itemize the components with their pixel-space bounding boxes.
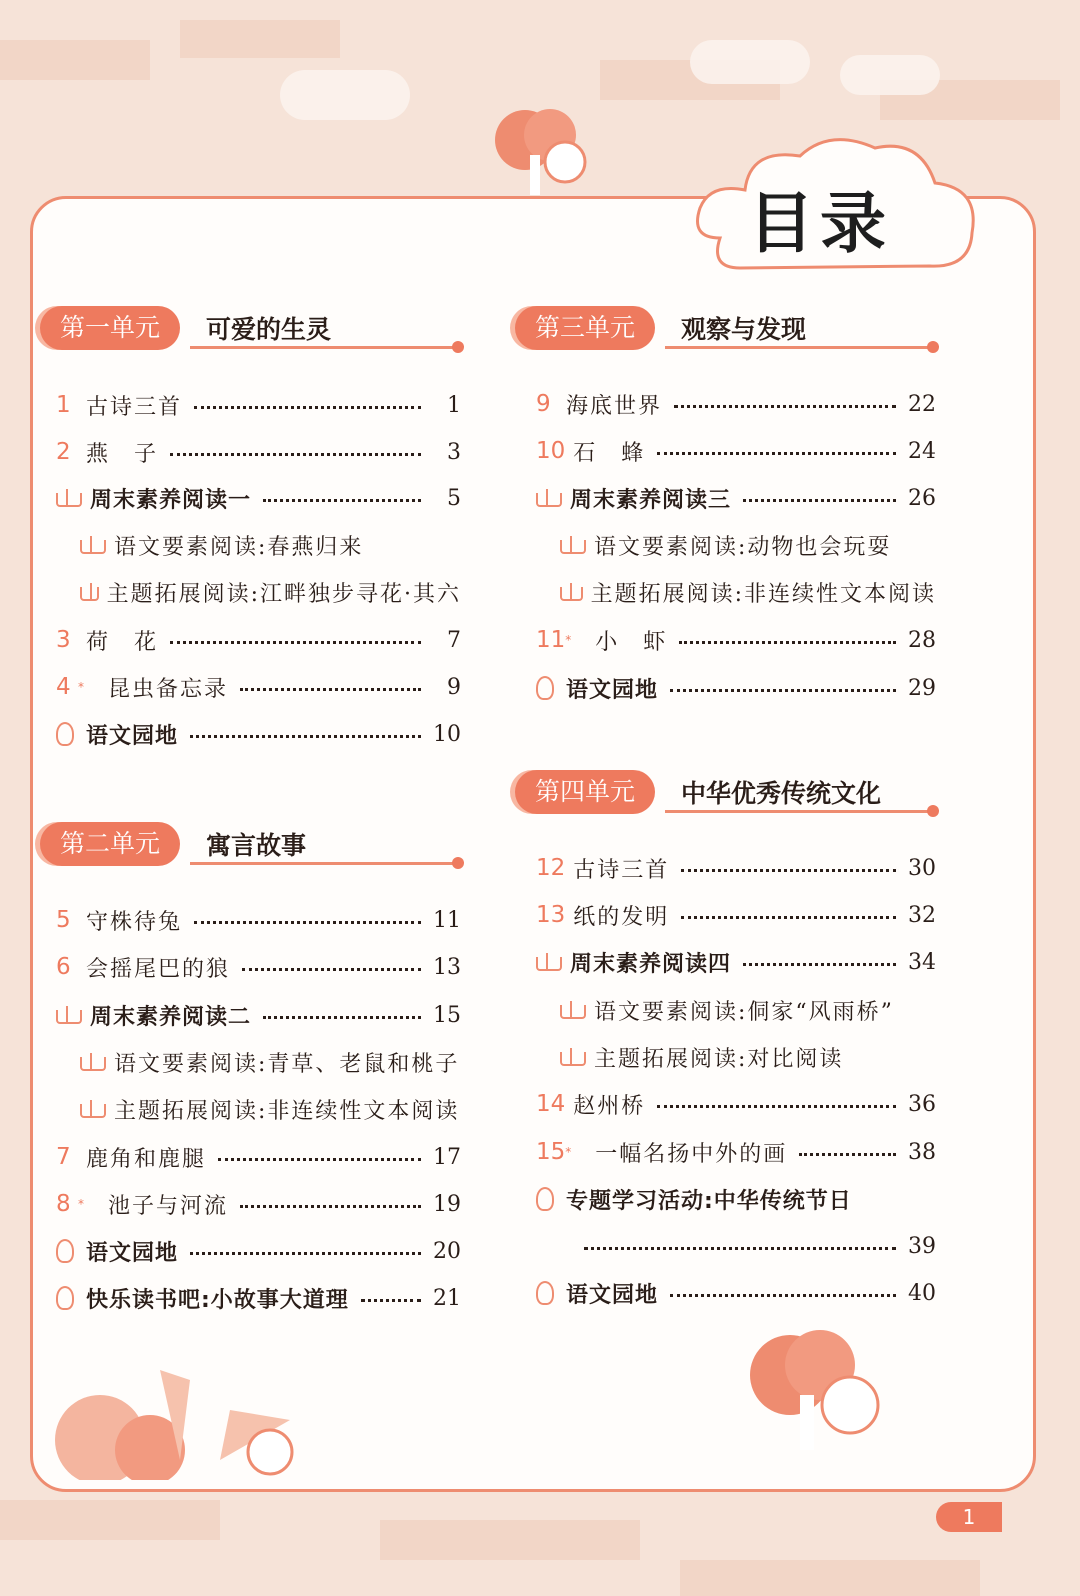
entry-title: 池子与河流 xyxy=(108,1193,229,1219)
toc-entry[interactable] xyxy=(536,1276,936,1310)
book-icon xyxy=(80,1104,106,1118)
entry-title: 小 虾 xyxy=(595,629,668,655)
dot-leader xyxy=(240,1205,421,1208)
entry-title: 语文要素阅读:青草、老鼠和桃子 xyxy=(114,1051,460,1077)
page-number: 19 xyxy=(433,1191,461,1217)
unit-dot xyxy=(452,341,464,353)
unit-tag: 第一单元 xyxy=(40,306,180,350)
lesson-number: 13 xyxy=(536,902,566,928)
optional-marker: * xyxy=(78,680,84,694)
book-icon xyxy=(536,957,562,971)
dot-leader xyxy=(242,968,421,971)
background-cloud xyxy=(690,40,810,84)
background-cloud xyxy=(840,55,940,95)
dot-leader xyxy=(190,735,421,738)
lightbulb-icon xyxy=(536,1281,554,1305)
optional-marker: * xyxy=(565,1145,572,1159)
book-icon xyxy=(56,493,82,507)
dot-leader xyxy=(743,963,896,966)
entry-title: 语文要素阅读:春燕归来 xyxy=(114,534,364,560)
page-number: 32 xyxy=(908,902,936,928)
toc-entry[interactable] xyxy=(56,481,461,515)
entry-title: 古诗三首 xyxy=(86,394,183,420)
page-number: 22 xyxy=(908,391,936,417)
toc-entry[interactable] xyxy=(80,1045,461,1079)
unit-title: 寓言故事 xyxy=(206,831,307,860)
tree-illustration xyxy=(480,100,610,200)
toc-entry[interactable] xyxy=(560,993,936,1027)
unit-tag: 第二单元 xyxy=(40,822,180,866)
dot-leader xyxy=(194,406,421,409)
unit-tag: 第三单元 xyxy=(515,306,655,350)
lightbulb-icon xyxy=(56,722,74,746)
optional-marker: * xyxy=(78,1197,84,1211)
toc-entry[interactable] xyxy=(56,950,461,984)
lesson-number: 1 xyxy=(56,392,71,418)
toc-entry[interactable] xyxy=(560,1040,936,1074)
dot-leader xyxy=(670,1294,896,1297)
unit-underline xyxy=(190,346,456,349)
toc-entry[interactable] xyxy=(536,1087,936,1121)
page-number: 39 xyxy=(908,1233,936,1259)
dot-leader xyxy=(799,1153,896,1156)
page-number: 11 xyxy=(433,907,461,933)
dot-leader xyxy=(679,641,896,644)
entry-title: 赵州桥 xyxy=(573,1093,646,1119)
dot-leader xyxy=(170,641,421,644)
unit-dot xyxy=(452,857,464,869)
page-number: 17 xyxy=(433,1144,461,1170)
lesson-number: 8 xyxy=(56,1191,71,1217)
unit-title: 可爱的生灵 xyxy=(206,315,332,344)
dot-leader xyxy=(657,1105,896,1108)
lesson-number: 9 xyxy=(536,391,551,417)
entry-title: 周末素养阅读四 xyxy=(570,951,732,977)
unit-underline xyxy=(665,810,931,813)
dot-leader xyxy=(670,689,896,692)
entry-title: 燕 子 xyxy=(86,441,159,467)
toc-entry[interactable] xyxy=(536,1135,936,1169)
toc-entry[interactable] xyxy=(56,1140,461,1174)
dot-leader xyxy=(743,499,896,502)
tree-illustration xyxy=(735,1320,895,1460)
entry-title: 周末素养阅读一 xyxy=(90,487,252,513)
toc-entry[interactable] xyxy=(536,898,936,932)
toc-entry[interactable] xyxy=(56,435,461,469)
dot-leader xyxy=(657,452,896,455)
page-number: 30 xyxy=(908,855,936,881)
optional-marker: * xyxy=(565,633,572,647)
page-number: 13 xyxy=(433,954,461,980)
toc-entry[interactable] xyxy=(56,717,461,751)
dot-leader xyxy=(190,1252,421,1255)
lightbulb-icon xyxy=(536,1187,554,1211)
unit-dot xyxy=(927,341,939,353)
lesson-number: 5 xyxy=(56,907,71,933)
book-icon xyxy=(560,1052,586,1066)
toc-entry[interactable] xyxy=(560,575,936,609)
toc-entry[interactable] xyxy=(560,528,936,562)
page-number: 38 xyxy=(908,1139,936,1165)
page-number: 3 xyxy=(447,439,461,465)
lightbulb-icon xyxy=(56,1286,74,1310)
toc-entry[interactable] xyxy=(536,945,936,979)
unit-dot xyxy=(927,805,939,817)
toc-entry[interactable] xyxy=(56,388,461,422)
page-number: 7 xyxy=(447,627,461,653)
entry-title: 会摇尾巴的狼 xyxy=(86,956,231,982)
page-number: 26 xyxy=(908,485,936,511)
dot-leader xyxy=(674,405,896,408)
page-title: 目录 xyxy=(748,185,892,262)
entry-title: 语文要素阅读:侗家“风雨桥” xyxy=(594,999,894,1025)
lesson-number: 11 xyxy=(536,627,566,653)
entry-title: 语文园地 xyxy=(86,1240,179,1266)
page-number: 10 xyxy=(433,721,461,747)
book-icon xyxy=(80,540,106,554)
unit-header-4 xyxy=(515,770,937,818)
entry-title: 快乐读书吧:小故事大道理 xyxy=(86,1287,349,1313)
toc-entry[interactable] xyxy=(536,434,936,468)
lesson-number: 4 xyxy=(56,674,71,700)
toc-entry[interactable] xyxy=(56,1281,461,1315)
dot-leader xyxy=(584,1247,896,1250)
toc-entry[interactable] xyxy=(56,623,461,657)
lesson-number: 2 xyxy=(56,439,71,465)
unit-header-1 xyxy=(40,306,462,354)
page-number: 9 xyxy=(447,674,461,700)
dot-leader xyxy=(681,916,896,919)
dot-leader xyxy=(361,1299,421,1302)
entry-title: 海底世界 xyxy=(566,393,663,419)
entry-title: 语文园地 xyxy=(86,723,179,749)
book-icon xyxy=(56,1010,82,1024)
page-number: 15 xyxy=(433,1002,461,1028)
dot-leader xyxy=(263,1016,421,1019)
entry-title: 语文要素阅读:动物也会玩耍 xyxy=(594,534,892,560)
unit-underline xyxy=(190,862,456,865)
toc-entry[interactable] xyxy=(536,387,936,421)
book-icon xyxy=(560,587,583,601)
page-number: 29 xyxy=(908,675,936,701)
book-icon xyxy=(80,1057,106,1071)
lightbulb-icon xyxy=(56,1239,74,1263)
lesson-number: 7 xyxy=(56,1144,71,1170)
toc-entry[interactable] xyxy=(536,671,936,705)
plant-illustration xyxy=(30,1340,350,1480)
toc-entry[interactable] xyxy=(56,1187,461,1221)
entry-title: 古诗三首 xyxy=(573,857,670,883)
entry-title: 守株待兔 xyxy=(86,909,183,935)
lesson-number: 3 xyxy=(56,627,71,653)
page-number: 5 xyxy=(447,485,461,511)
unit-underline xyxy=(665,346,931,349)
toc-entry[interactable] xyxy=(80,1092,461,1126)
lesson-number: 14 xyxy=(536,1091,566,1117)
entry-title: 荷 花 xyxy=(86,629,159,655)
book-icon xyxy=(536,493,562,507)
entry-title: 周末素养阅读二 xyxy=(90,1004,252,1030)
unit-title: 观察与发现 xyxy=(681,315,807,344)
page-number: 1 xyxy=(447,392,461,418)
lesson-number: 15 xyxy=(536,1139,566,1165)
page-number: 40 xyxy=(908,1280,936,1306)
unit-title: 中华优秀传统文化 xyxy=(681,779,882,808)
lesson-number: 12 xyxy=(536,855,566,881)
entry-title: 语文园地 xyxy=(566,1282,659,1308)
page-number: 21 xyxy=(433,1285,461,1311)
page-number: 20 xyxy=(433,1238,461,1264)
entry-title: 石 蜂 xyxy=(573,440,646,466)
lesson-number: 6 xyxy=(56,954,71,980)
toc-entry[interactable] xyxy=(536,481,936,515)
dot-leader xyxy=(263,499,421,502)
background-cloud xyxy=(280,70,410,120)
page-number: 24 xyxy=(908,438,936,464)
dot-leader xyxy=(681,869,896,872)
entry-title: 主题拓展阅读:江畔独步寻花·其六 xyxy=(106,581,461,607)
page-number: 28 xyxy=(908,627,936,653)
toc-entry[interactable] xyxy=(56,903,461,937)
toc-entry[interactable] xyxy=(536,1182,936,1216)
dot-leader xyxy=(240,688,421,691)
entry-title: 纸的发明 xyxy=(573,904,670,930)
entry-title: 主题拓展阅读:非连续性文本阅读 xyxy=(114,1098,460,1124)
unit-tag: 第四单元 xyxy=(515,770,655,814)
entry-title: 昆虫备忘录 xyxy=(108,676,229,702)
toc-entry[interactable] xyxy=(536,623,936,657)
dot-leader xyxy=(170,453,421,456)
entry-title: 鹿角和鹿腿 xyxy=(86,1146,207,1172)
unit-header-2 xyxy=(40,822,462,870)
book-icon xyxy=(80,587,99,601)
dot-leader xyxy=(218,1158,421,1161)
book-icon xyxy=(560,1005,586,1019)
toc-entry[interactable] xyxy=(80,528,461,562)
toc-entry[interactable] xyxy=(56,670,461,704)
book-icon xyxy=(560,540,586,554)
lightbulb-icon xyxy=(536,676,554,700)
toc-entry[interactable] xyxy=(56,998,461,1032)
unit-header-3 xyxy=(515,306,937,354)
lesson-number: 10 xyxy=(536,438,566,464)
entry-title: 专题学习活动:中华传统节日 xyxy=(566,1188,852,1214)
page-number-tab: 1 xyxy=(936,1502,1002,1532)
toc-entry[interactable] xyxy=(56,1234,461,1268)
toc-entry[interactable] xyxy=(536,851,936,885)
entry-title: 主题拓展阅读:非连续性文本阅读 xyxy=(590,581,936,607)
toc-entry[interactable] xyxy=(80,575,461,609)
toc-entry[interactable] xyxy=(584,1229,936,1263)
page-number: 34 xyxy=(908,949,936,975)
dot-leader xyxy=(194,921,421,924)
entry-title: 语文园地 xyxy=(566,677,659,703)
entry-title: 一幅名扬中外的画 xyxy=(595,1141,788,1167)
page-number: 36 xyxy=(908,1091,936,1117)
entry-title: 主题拓展阅读:对比阅读 xyxy=(594,1046,844,1072)
entry-title: 周末素养阅读三 xyxy=(570,487,732,513)
